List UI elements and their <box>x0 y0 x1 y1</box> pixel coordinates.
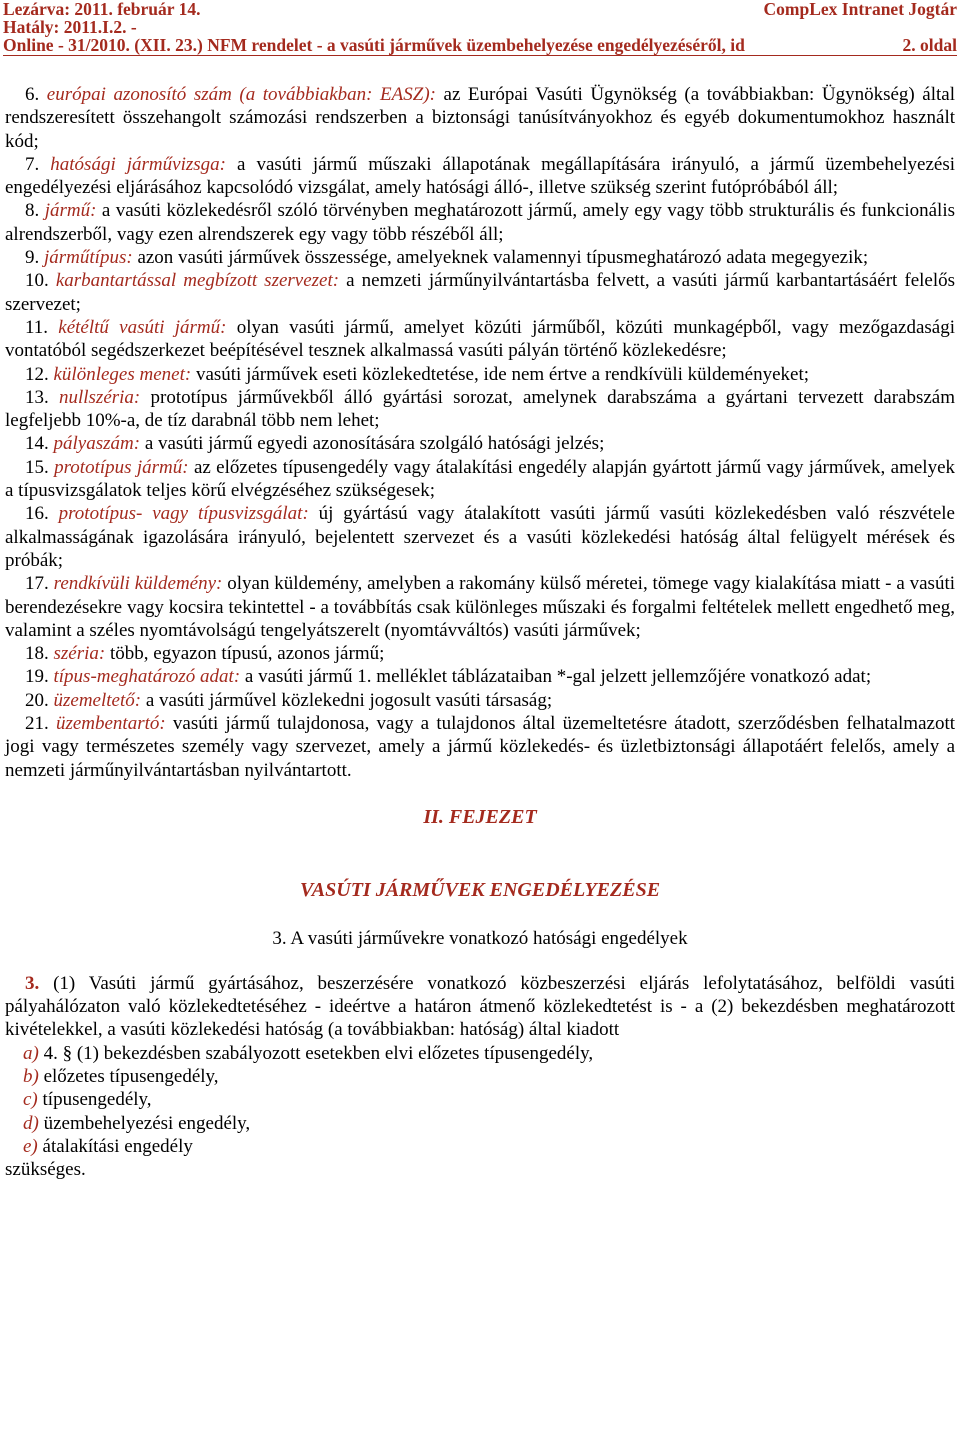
definition-item <box>5 246 955 269</box>
list-label: b) <box>23 1065 39 1087</box>
definition-term: üzembentartó: <box>55 713 166 735</box>
definition-text: több, egyazon típusú, azonos jármű; <box>105 643 385 665</box>
definition-item <box>5 316 955 363</box>
definition-text: az Európai Vasúti Ügynökség (a továbbiakban: Ügynökség) által rendszeresített összehangolt számozási rendszerben a biztonsági tanúsítványokhoz és egyéb dokumentumokhoz használt kód; <box>5 84 955 152</box>
definition-item <box>5 83 955 153</box>
definition-term: prototípus- vagy típusvizsgálat: <box>58 503 309 525</box>
definition-number: 16. <box>25 503 59 525</box>
definition-text: a vasúti közlekedésről szóló törvényben meghatározott jármű, amely egy vagy több strukturális és funkcionális alrendszerből, vagy ezen alrendszerek egy vagy több részéből áll; <box>5 200 955 245</box>
definition-item <box>5 689 955 712</box>
list-text: 4. § (1) bekezdésben szabályozott esetekben elvi előzetes típusengedély, <box>38 1042 594 1064</box>
list-text: előzetes típusengedély, <box>38 1065 219 1087</box>
definition-term: európai azonosító szám (a továbbiakban: EASZ): <box>46 84 436 105</box>
list-label: a) <box>23 1042 39 1064</box>
definition-item <box>5 572 955 642</box>
definition-term: pályaszám: <box>53 433 141 455</box>
definition-term: kétéltű vasúti jármű: <box>58 316 227 338</box>
definition-text: vasúti jármű tulajdonosa, vagy a tulajdonos által üzemeltetésre átadott, szerződésben felhatalmazott jogi vagy természetes személy vagy szervezet, amely a jármű közlekedés- és üzletbiztonsági állapotáért felelős, amely a nemzeti járműnyilvántartásban nyilvántartott. <box>5 713 955 781</box>
definition-number: 18. <box>25 643 54 665</box>
definition-number: 12. <box>25 363 54 385</box>
document-header <box>0 0 960 54</box>
document-body <box>5 83 955 1181</box>
permit-list-item <box>5 1135 955 1158</box>
section-subtitle: 3. A vasúti járművekre vonatkozó hatósági engedélyek <box>272 927 688 949</box>
definition-term: üzemeltető: <box>53 689 142 711</box>
definition-text: a vasúti jármű egyedi azonosítására szolgáló hatósági jelzés; <box>140 433 605 455</box>
definition-text: olyan vasúti jármű, amelyet közúti járműből, közúti munkagépből, vagy mezőgazdasági vontatóból segédszerkezet beépítésével tesznek alkalmassá vasúti pályán történő közlekedésre; <box>5 316 956 362</box>
page-number: 2. oldal <box>902 35 957 55</box>
definition-number: 17. <box>25 573 54 595</box>
definition-term: jármű: <box>44 200 97 222</box>
definition-term: nullszéria: <box>58 386 141 408</box>
definition-item <box>5 386 955 433</box>
document-title <box>3 36 745 54</box>
definition-text: a vasúti jármű műszaki állapotának megállapítására irányuló, a jármű üzembehelyezési engedélyezési eljárásához kapcsolódó vizsgálat, amely hatósági álló-, illetve szükség szerint futópróbából áll; <box>5 153 955 199</box>
definition-text: új gyártású vagy átalakított vasúti jármű vasúti közlekedésben való részvétele alkalmasságának igazolására irányuló, bejelentett szervezet és a vasúti közlekedési hatóság által felügyelt mérések és próbák; <box>5 503 955 571</box>
definition-term: járműtípus: <box>44 247 133 269</box>
closing-text: szükséges. <box>5 1159 86 1181</box>
definition-term: prototípus jármű: <box>54 456 189 478</box>
section-text: (1) Vasúti jármű gyártásához, beszerzésére vonatkozó közbeszerzési eljárás lefolytatásához, belföldi vasúti pályahálózaton való közlekedtetéséhez - ideértve a határon átmenő közlekedtetést is - a (2) bekezdésben meghatározott kivételekkel, a vasúti közlekedési hatóság (a továbbiakban: hatóság) által kiadott <box>5 972 955 1041</box>
definition-text: a vasúti jármű 1. melléklet táblázataiban *-gal jelzett jellemzőjére vonatkozó adat; <box>240 666 872 688</box>
closed-date: Lezárva: 2011. február 14. <box>3 0 201 19</box>
definition-text: a vasúti járművel közlekedni jogosult vasúti társaság; <box>141 689 553 711</box>
definition-number: 7. <box>25 153 51 175</box>
definition-number: 21. <box>25 713 56 735</box>
definition-item <box>5 269 955 316</box>
definition-term: rendkívüli küldemény: <box>53 573 223 595</box>
definition-term: széria: <box>53 643 106 665</box>
definition-number: 14. <box>25 433 54 455</box>
definition-number: 6. <box>25 84 47 105</box>
permit-list-item <box>5 1042 955 1065</box>
definition-number: 13. <box>25 386 59 408</box>
definition-text: olyan küldemény, amelyben a rakomány külső méretei, tömege vagy kialakítása miatt - a vasúti berendezésekre vagy kocsira tekintettel - a továbbítás csak különleges műszaki és forgalmi feltételek mellett engedhető meg, valamint a széles nyomtávolságú tengelyátszerelt (nyomtávváltós) vasúti járművek; <box>5 573 956 641</box>
definition-item <box>5 665 955 688</box>
definition-term: különleges menet: <box>53 363 192 385</box>
definition-term: hatósági járművizsga: <box>50 153 226 175</box>
definition-text: prototípus járművekből álló gyártási sorozat, amelynek darabszáma a gyártani tervezett darabszám legfeljebb 10%-a, de tíz darabnál több nem lehet; <box>5 386 955 432</box>
app-name: CompLex Intranet Jogtár <box>763 0 957 19</box>
definition-item <box>5 712 955 782</box>
document-prefix: Online - 31/2010. (XII. 23.) <box>3 35 203 55</box>
definition-text: a nemzeti járműnyilvántartásba felvett, a vasúti jármű karbantartásáért felelős szervezet; <box>5 270 956 315</box>
list-label: d) <box>23 1112 39 1134</box>
definition-item <box>5 432 955 455</box>
permit-list-item <box>5 1088 955 1111</box>
list-text: típusengedély, <box>37 1089 152 1111</box>
definition-item <box>5 642 955 665</box>
chapter-title: VASÚTI JÁRMŰVEK ENGEDÉLYEZÉSE <box>299 879 661 902</box>
header-divider <box>3 55 957 56</box>
definition-item <box>5 502 955 572</box>
definition-term: karbantartással megbízott szervezet: <box>55 270 340 292</box>
permit-list <box>5 1042 955 1158</box>
definition-number: 11. <box>25 316 59 338</box>
definition-number: 10. <box>25 270 56 292</box>
list-text: átalakítási engedély <box>37 1135 193 1157</box>
definition-item <box>5 456 955 503</box>
definition-item <box>5 153 955 200</box>
definition-item <box>5 363 955 386</box>
definitions-list <box>5 83 955 782</box>
list-label: e) <box>23 1135 38 1157</box>
validity-date: Hatály: 2011.I.2. - <box>3 17 137 37</box>
permit-list-item <box>5 1065 955 1088</box>
definition-number: 20. <box>25 689 54 711</box>
definition-text: azon vasúti járművek összessége, amelyeknek valamennyi típusmeghatározó adata megegyezik; <box>132 247 869 269</box>
permit-list-item <box>5 1112 955 1135</box>
document-name: NFM rendelet - a vasúti járművek üzembehelyezése engedélyezéséről, id <box>202 35 745 55</box>
definition-item <box>5 199 955 246</box>
definition-text: az előzetes típusengedély vagy átalakítási engedély alapján gyártott jármű vagy járművek, amelyek a típusvizsgálatok teljes körű elvégzéséhez szükségesek; <box>5 456 956 502</box>
definition-term: típus-meghatározó adat: <box>53 666 241 688</box>
definition-number: 15. <box>25 456 55 478</box>
definition-number: 8. <box>25 200 45 222</box>
definition-number: 9. <box>25 247 44 269</box>
section-number: 3. <box>25 972 40 994</box>
definition-text: vasúti járművek eseti közlekedtetése, ide nem értve a rendkívüli küldeményeket; <box>191 363 810 385</box>
list-text: üzembehelyezési engedély, <box>38 1112 251 1134</box>
chapter-heading: II. FEJEZET <box>423 805 537 828</box>
section-paragraph <box>5 972 955 1042</box>
list-label: c) <box>23 1089 38 1111</box>
definition-number: 19. <box>25 666 54 688</box>
